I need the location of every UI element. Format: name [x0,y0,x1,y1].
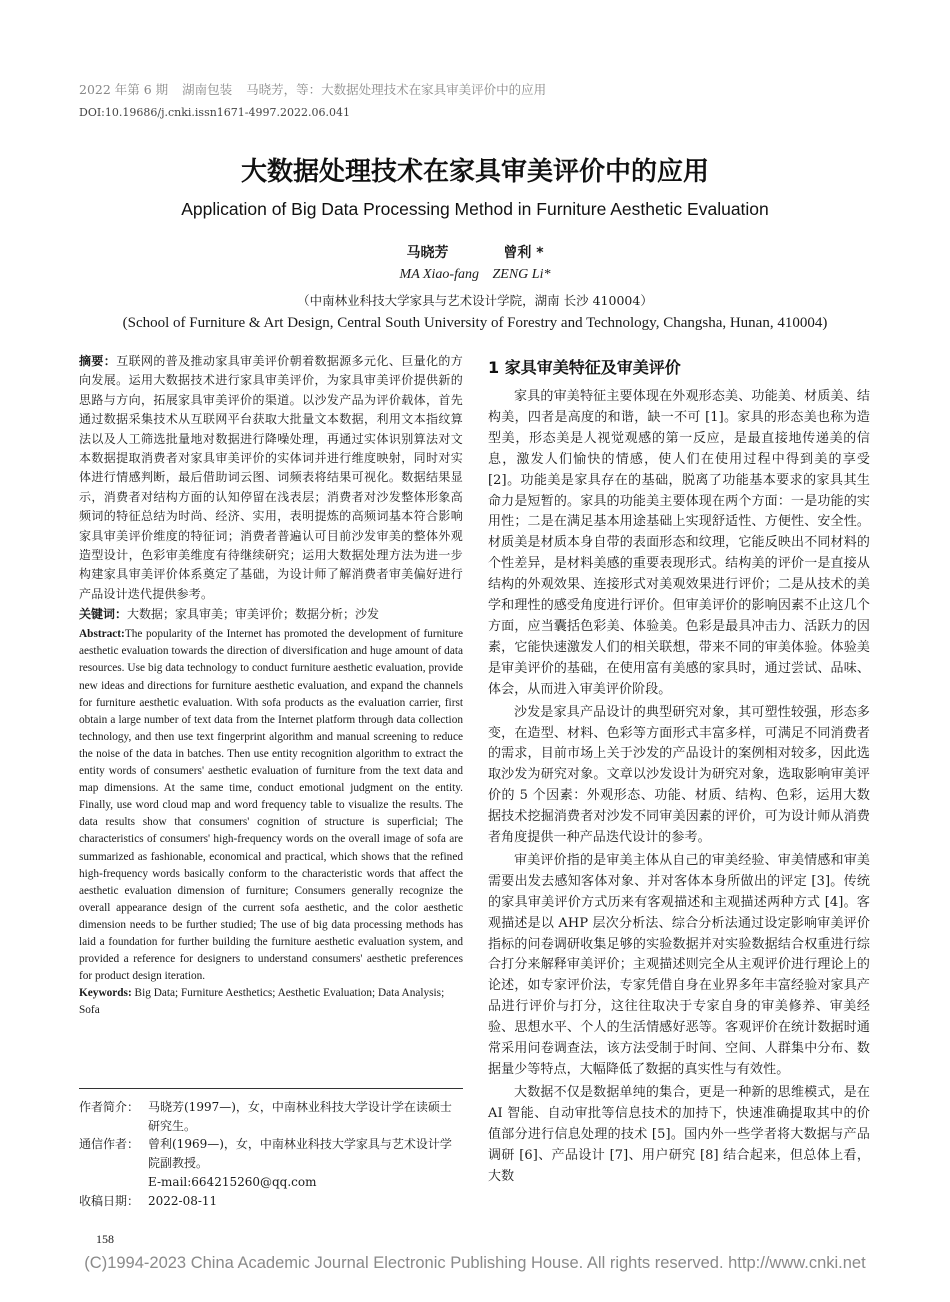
running-header [79,80,556,98]
body-paragraph-1: 家具的审美特征主要体现在外观形态美、功能美、材质美、结构美，四者是高度的和谐，缺一不可 [1]。家具的形态美也称为造型美，形态美是人视觉观感的第一反应，是最直接地传递美的信息，激发人们愉快的情感，使人们在使用过程中得到美的享受 [2]。功能美是家具存在的基础，脱离了功能基本要求的家具其生命力是短暂的。家具的功能美主要体现在两个方面：一是功能的实用性；二是在满足基本用途基础上实现舒适性、方便性、安全性。材质美是材质本身自带的表面形态和纹理，它能反映出不同材料的个性差异，是材料美感的重要表现形式。结构美的评价一是直接从结构的外观效果、连接形式对美观效果进行评价；二是从技术的美学和理性的感受角度进行评价。但审美评价的影响因素不止这几个方面，应当囊括色彩美、体验美。色彩是最具冲击力、活跃力的因素，它能快速激发人们的相关联想，带来不同的审美体验。体验美是审美评价的基础，在使用富有美感的家具时，通过尝试、品味、体会，从而进入审美评价阶段。 [488,389,870,697]
author-2-en: ZENG Li* [492,267,551,282]
author-1-cn: 马晓芳 [406,245,449,261]
authors-cn [0,242,950,262]
corresponding-author [79,1135,463,1191]
body-paragraph-2: 沙发是家具产品设计的典型研究对象，其可塑性较强，形态多变，在造型、材料、色彩等方面形式丰富多样，可满足不同消费者的需求，目前市场上关于沙发的产品设计的案例相对较多，因此选取沙发为研究对象。文章以沙发设计为研究对象，选取影响审美评价的 5 个因素：外观形态、功能、材质、结构、色彩，运用大数据技术挖掘消费者对沙发不同审美因素的评价，可为设计师从消费者角度提供一种产品迭代设计的参考。 [488,704,870,846]
right-column [488,355,870,1189]
body-paragraph-4: 大数据不仅是数据单纯的集合，更是一种新的思维模式，是在 AI 智能、自动审批等信息技术的加持下，快速准确提取其中的价值部分进行信息处理的技术 [5]。国内外一些学者将大数据与产品调研 [6]、产品设计 [7]、用户研究 [8] 结合起来，但总体上看，大数 [488,1084,870,1184]
abstract-cn-label: 摘要： [79,354,117,368]
affiliation-en: (School of Furniture & Art Design, Central South University of Forestry and Technology, Changsha, Hunan, 410004) [122,315,828,331]
corresponding-author-body [148,1135,463,1191]
keywords-en [79,985,463,1019]
body-paragraph-3: 审美评价指的是审美主体从自己的审美经验、审美情感和审美需要出发去感知客体对象、并对客体本身所做出的评定 [3]。传统的家具审美评价方式历来有客观描述和主观描述两种方式 [4]。客观描述是以 AHP 层次分析法、综合分析法通过设定影响审美评价指标的问卷调研收集足够的实验数据并对实验数据结合权重进行综合打分来解释审美评价；主观描述则完全从主观评价进行理论上的论述，如专家评价法，专家凭借自身在业界多年丰富经验对家具产品进行评价与打分，这往往取决于专家自身的审美修养、审美经验、思想水平、个人的生活情感好恶等。客观评价在统计数据时通常采用问卷调查法，该方法受制于时间、空间、人群集中分布、数据量少等特点，大幅降低了数据的真实性与有效性。 [488,852,870,1077]
doi[interactable]: DOI:10.19686/j.cnki.issn1671-4997.2022.06.041 [79,106,350,119]
abstract-cn-text: 互联网的普及推动家具审美评价朝着数据源多元化、巨量化的方向发展。运用大数据技术进行家具审美评价，为家具审美评价提供新的思路与方向，拓展家具审美评价的渠道。以沙发产品为评价载体，首先通过数据采集技术从互联网平台获取大批量文本数据，利用文本指纹算法以及人工筛选批量地对数据进行降噪处理，再通过实体识别算法对文本数据提取消费者对家具审美评价的实体词并进行维度映射，同时对实体进行情感判断，最后借助词云图、词频表将结果可视化。数据结果显示，消费者对结构方面的认知停留在浅表层；消费者对沙发整体形象高频词的特征总结为时尚、经济、实用，表明提炼的高频词基本符合影响家具审美评价维度的特征词；消费者普遍认可目前沙发审美的整体外观造型设计，色彩审美维度有待继续研究；运用大数据处理方法为进一步构建家具审美评价体系奠定了基础，为设计师了解消费者审美偏好进行产品设计迭代提供参考。 [79,354,463,601]
keywords-cn-label: 关键词： [79,607,128,622]
authors-en [0,267,950,283]
author-bio-label: 作者简介： [79,1100,140,1114]
keywords-cn-text: 大数据；家具审美；审美评价；数据分析；沙发 [127,607,380,622]
received-date [79,1192,463,1211]
keywords-en-label: Keywords: [79,987,132,1000]
paper-title-en: Application of Big Data Processing Method in Furniture Aesthetic Evaluation [181,199,769,219]
running-title: 马晓芳，等：大数据处理技术在家具审美评价中的应用 [246,82,547,97]
abstract-en-text: The popularity of the Internet has promoted the development of furniture aesthetic evaluation towards the direction of diversification and huge amount of data resources. Use big data technology to conduct furniture aesthetic evaluation, provide new ideas and directions for furniture aesthetic evaluation, and expand the channels for furniture aesthetic evaluation. With sofa products as the evaluation carrier, first obtain a large number of text data from the Internet platform through data collection technology, and then use text fingerprint algorithm and manual screening to reduce the noise of the data in batches. Then use entity recognition algorithm to extract the entity words of consumers' aesthetic evaluation of furniture from the text data and map dimensions. At the same time, conduct emotional judgment on the entity. Finally, use word cloud map and word frequency table to visualize the results. The data results show that consumers' cognition of structure is superficial; The characteristics of consumers' high-frequency words on the overall image of sofa are summarized as fashionable, economical and practical, which shows that the refined high-frequency words basically conform to the characteristic words that affect the aesthetic evaluation dimension of furniture; Consumers generally recognize the overall appearance design of the current sofa aesthetic, and the color aesthetic dimension needs to be further studied; The use of big data processing methods has laid a foundation for further building the furniture aesthetic evaluation system, and provided a reference for designers to understand consumers' aesthetic preferences for product design iteration. [79,628,463,983]
affiliation-cn: （中南林业科技大学家具与艺术设计学院，湖南 长沙 410004） [297,293,653,308]
paper-title-cn: 大数据处理技术在家具审美评价中的应用 [240,157,709,187]
left-column [79,352,463,1019]
keywords-cn [79,605,463,624]
journal-issue: 2022 年第 6 期 [79,82,169,97]
journal-name: 湖南包装 [182,82,233,97]
footnote-divider [79,1088,463,1089]
author-2-cn: 曾利 * [503,245,544,261]
author-bio-text: 马晓芳(1997—)，女，中南林业科技大学设计学在读硕士研究生。 [148,1100,452,1133]
keywords-en-text: Big Data; Furniture Aesthetics; Aesthetic Evaluation; Data Analysis; Sofa [79,987,445,1017]
author-notes [79,1098,463,1210]
page-number: 158 [96,1232,114,1246]
abstract-en-label: Abstract: [79,628,125,641]
author-bio [79,1098,463,1135]
copyright-footer: (C)1994-2023 China Academic Journal Electronic Publishing House. All rights reserved. http://www.cnki.net [84,1254,866,1272]
section-heading: 1 家具审美特征及审美评价 [488,358,681,377]
author-1-en: MA Xiao-fang [399,267,479,282]
corresponding-author-text: 曾利(1969—)，女，中南林业科技大学家具与艺术设计学院副教授。 [148,1137,452,1171]
received-date-label: 收稿日期： [79,1193,140,1208]
corresponding-author-label: 通信作者： [79,1137,140,1152]
received-date-text: 2022-08-11 [148,1193,218,1208]
abstract-en [79,626,463,985]
corresponding-email[interactable]: E-mail:664215260@qq.com [148,1174,317,1189]
abstract-cn [79,352,463,604]
